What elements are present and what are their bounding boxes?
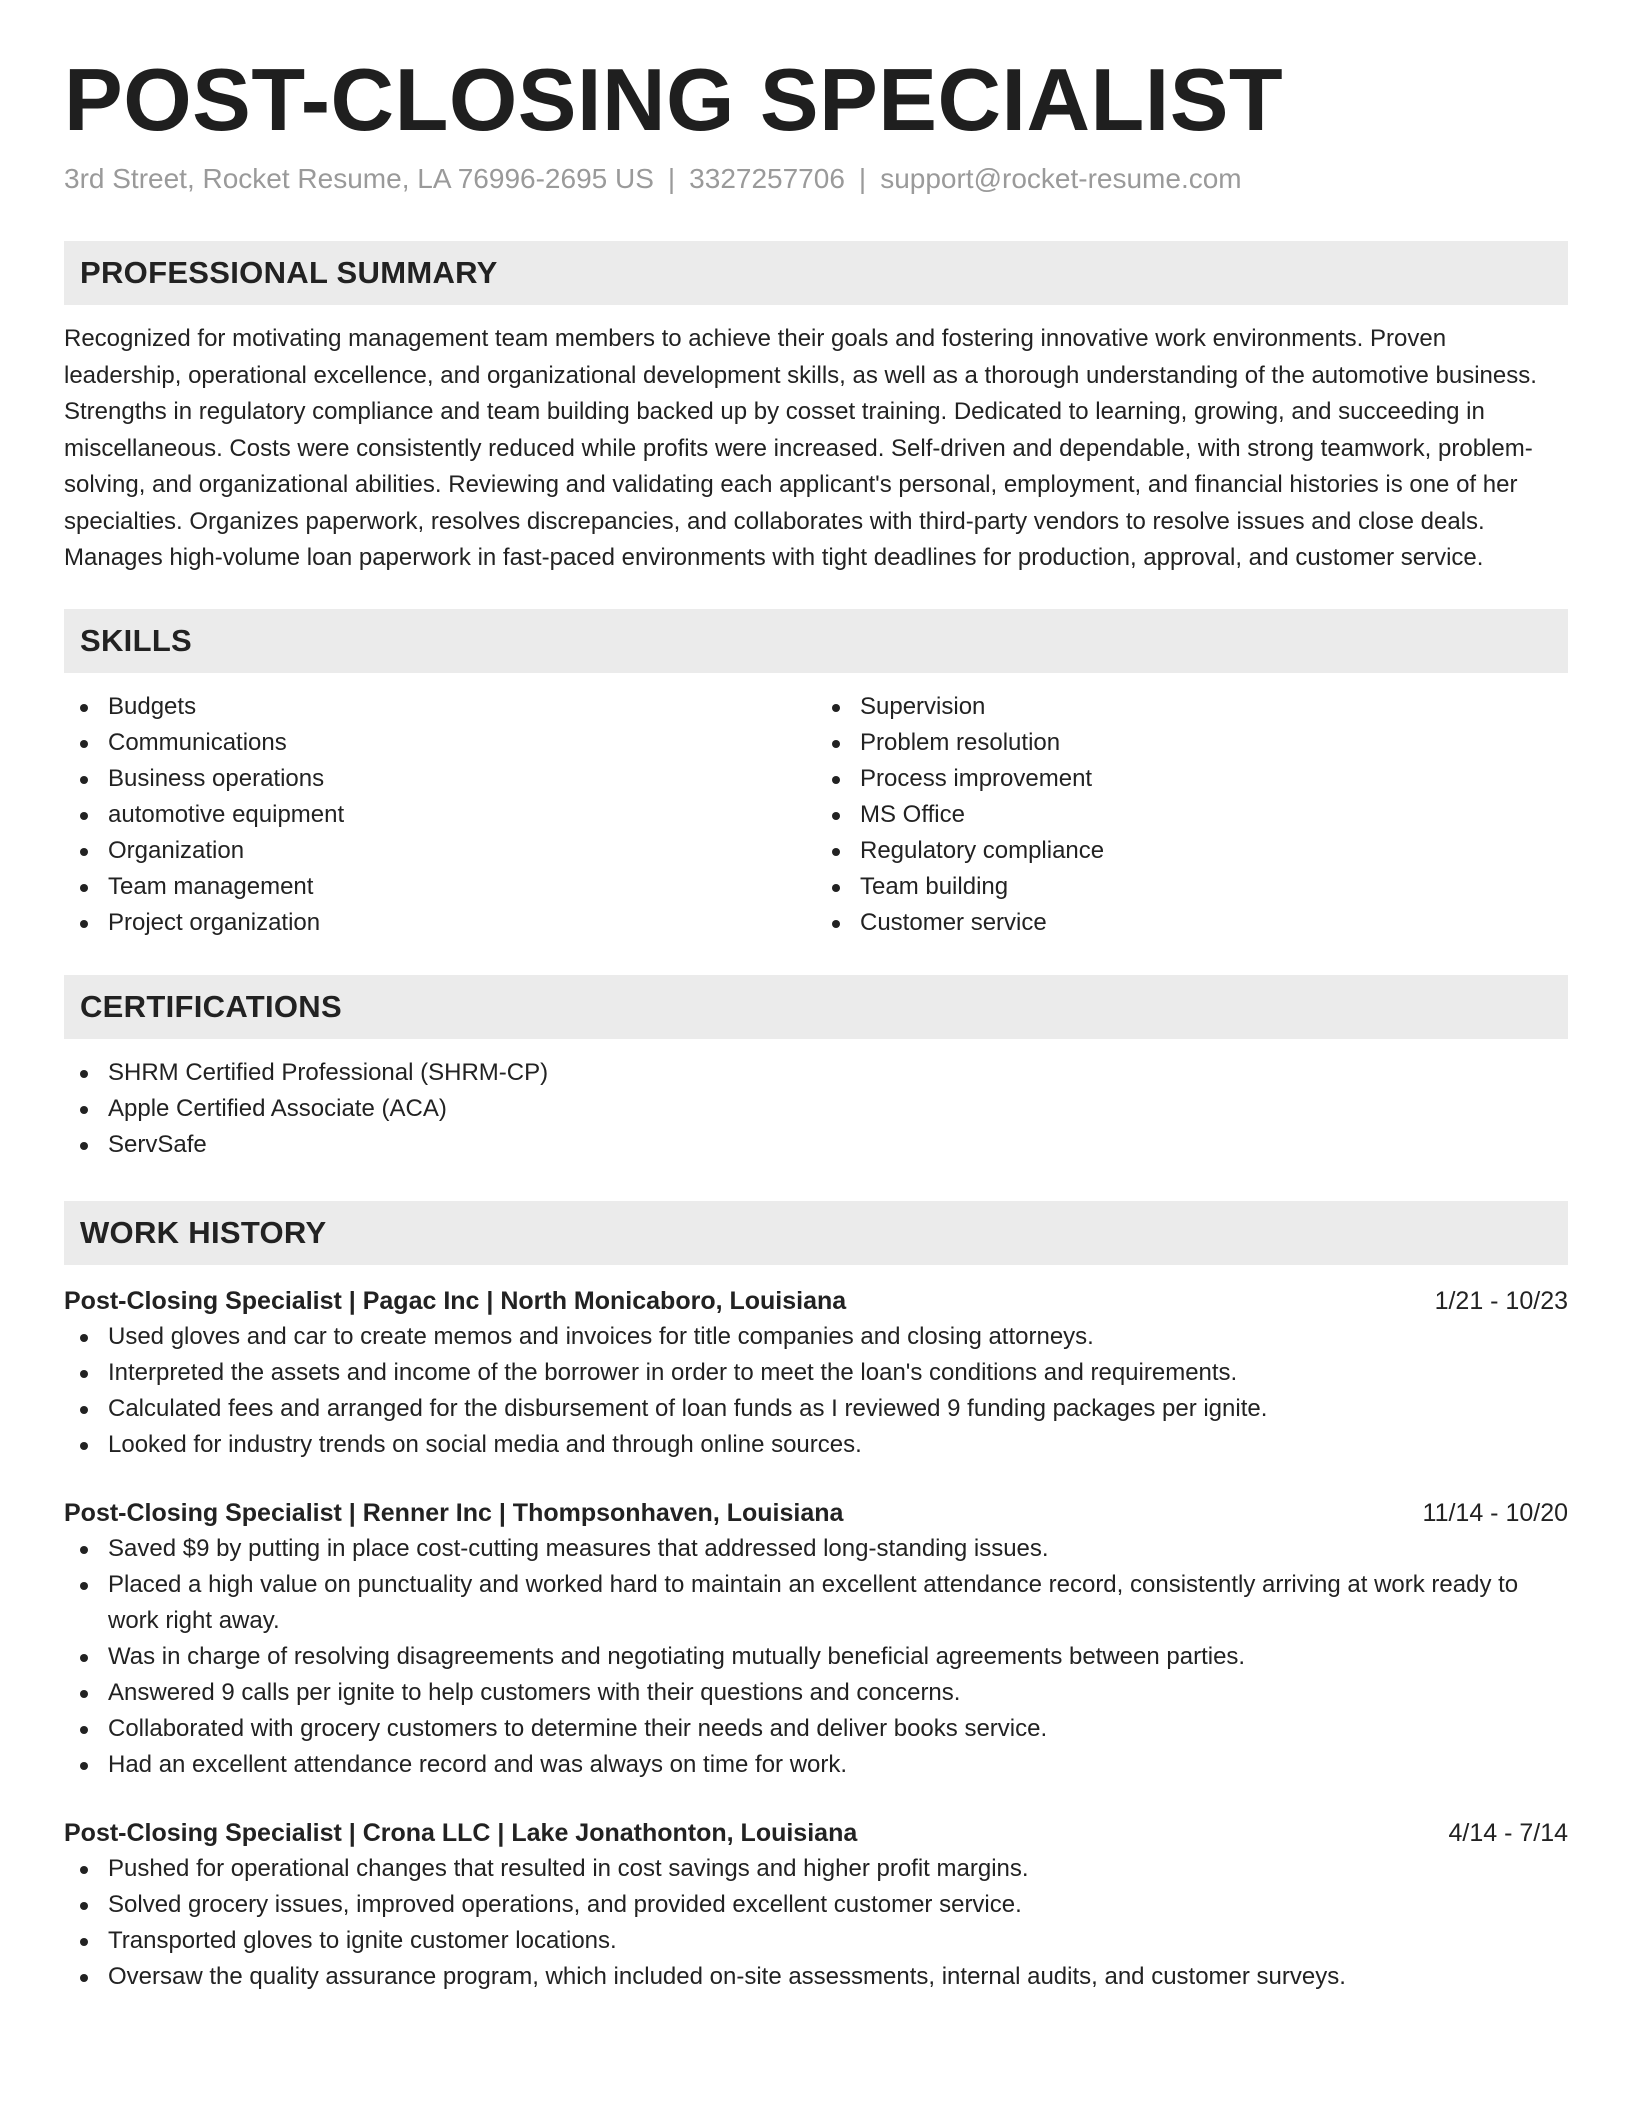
skill-item: Team building — [816, 869, 1568, 905]
job-title: Post-Closing Specialist | Pagac Inc | North Monicaboro, Louisiana — [64, 1286, 847, 1315]
work-history-heading: WORK HISTORY — [64, 1201, 1568, 1265]
skill-item: Supervision — [816, 689, 1568, 725]
contact-separator: | — [667, 162, 676, 194]
job-header — [64, 1815, 1568, 1851]
skill-item: Customer service — [816, 905, 1568, 941]
skill-item: Organization — [64, 833, 816, 869]
job-dates: 11/14 - 10/20 — [1422, 1498, 1568, 1527]
job-bullet: Interpreted the assets and income of the borrower in order to meet the loan's conditions and requirements. — [64, 1355, 1568, 1391]
certifications-list — [64, 1055, 1568, 1163]
skill-item: Communications — [64, 725, 816, 761]
job-bullet: Placed a high value on punctuality and worked hard to maintain an excellent attendance record, consistently arriving at work ready to work right away. — [64, 1567, 1568, 1639]
skills-list-left — [64, 689, 816, 941]
contact-separator: | — [858, 162, 867, 194]
job-title: Post-Closing Specialist | Renner Inc | Thompsonhaven, Louisiana — [64, 1498, 844, 1527]
job-bullets — [64, 1319, 1568, 1463]
skills-list-right — [816, 689, 1568, 941]
skills-grid — [64, 689, 1568, 941]
certification-item: Apple Certified Associate (ACA) — [64, 1091, 1568, 1127]
job-bullet: Transported gloves to ignite customer locations. — [64, 1923, 1568, 1959]
summary-heading: PROFESSIONAL SUMMARY — [64, 241, 1568, 305]
work-history-section — [64, 1201, 1568, 1995]
skills-heading: SKILLS — [64, 609, 1568, 673]
job-bullet: Was in charge of resolving disagreements and negotiating mutually beneficial agreements between parties. — [64, 1639, 1568, 1675]
job-title: Post-Closing Specialist | Crona LLC | Lake Jonathonton, Louisiana — [64, 1818, 858, 1847]
certification-item: SHRM Certified Professional (SHRM-CP) — [64, 1055, 1568, 1091]
skill-item: Team management — [64, 869, 816, 905]
skill-item: Project organization — [64, 905, 816, 941]
skill-item: Problem resolution — [816, 725, 1568, 761]
contact-address: 3rd Street, Rocket Resume, LA 76996-2695 US — [64, 162, 654, 194]
job-bullet: Had an excellent attendance record and was always on time for work. — [64, 1747, 1568, 1783]
job-bullet: Solved grocery issues, improved operations, and provided excellent customer service. — [64, 1887, 1568, 1923]
job-bullet: Collaborated with grocery customers to determine their needs and deliver books service. — [64, 1711, 1568, 1747]
summary-section — [64, 241, 1568, 577]
skill-item: Regulatory compliance — [816, 833, 1568, 869]
job-bullet: Saved $9 by putting in place cost-cutting measures that addressed long-standing issues. — [64, 1531, 1568, 1567]
job-bullet: Used gloves and car to create memos and invoices for title companies and closing attorneys. — [64, 1319, 1568, 1355]
job-bullet: Calculated fees and arranged for the disbursement of loan funds as I reviewed 9 funding packages per ignite. — [64, 1391, 1568, 1427]
contact-line — [64, 161, 1568, 197]
job-dates: 4/14 - 7/14 — [1448, 1818, 1568, 1847]
certification-item: ServSafe — [64, 1127, 1568, 1163]
job-bullet: Oversaw the quality assurance program, which included on-site assessments, internal audits, and customer surveys. — [64, 1959, 1568, 1995]
job-bullet: Answered 9 calls per ignite to help customers with their questions and concerns. — [64, 1675, 1568, 1711]
certifications-heading: CERTIFICATIONS — [64, 975, 1568, 1039]
certifications-section — [64, 975, 1568, 1163]
contact-email: support@rocket-resume.com — [880, 162, 1242, 194]
skills-section — [64, 609, 1568, 941]
job-header — [64, 1283, 1568, 1319]
skill-item: Process improvement — [816, 761, 1568, 797]
job-dates: 1/21 - 10/23 — [1434, 1286, 1568, 1315]
job-entry — [64, 1283, 1568, 1463]
contact-phone: 3327257706 — [689, 162, 845, 194]
skills-column-right — [816, 689, 1568, 941]
resume-name: POST-CLOSING SPECIALIST — [64, 50, 1284, 149]
summary-text: Recognized for motivating management team members to achieve their goals and fostering innovative work environments. Proven leadership, operational excellence, and organizational development skills, as well as a thorough understanding of the automotive business. Strengths in regulatory compliance and team building backed up by cosset training. Dedicated to learning, growing, and succeeding in miscellaneous. Costs were consistently reduced while profits were increased. Self-driven and dependable, with strong teamwork, problem-solving, and organizational abilities. Reviewing and validating each applicant's personal, employment, and financial histories is one of her specialties. Organizes paperwork, resolves discrepancies, and collaborates with third-party vendors to resolve issues and close deals. Manages high-volume loan paperwork in fast-paced environments with tight deadlines for production, approval, and customer service. — [64, 325, 1537, 572]
skill-item: MS Office — [816, 797, 1568, 833]
job-entry — [64, 1815, 1568, 1995]
job-bullet: Pushed for operational changes that resulted in cost savings and higher profit margins. — [64, 1851, 1568, 1887]
skill-item: Business operations — [64, 761, 816, 797]
job-bullet: Looked for industry trends on social media and through online sources. — [64, 1427, 1568, 1463]
job-header — [64, 1495, 1568, 1531]
job-bullets — [64, 1851, 1568, 1995]
skill-item: automotive equipment — [64, 797, 816, 833]
job-bullets — [64, 1531, 1568, 1783]
skills-column-left — [64, 689, 816, 941]
skill-item: Budgets — [64, 689, 816, 725]
job-entry — [64, 1495, 1568, 1783]
